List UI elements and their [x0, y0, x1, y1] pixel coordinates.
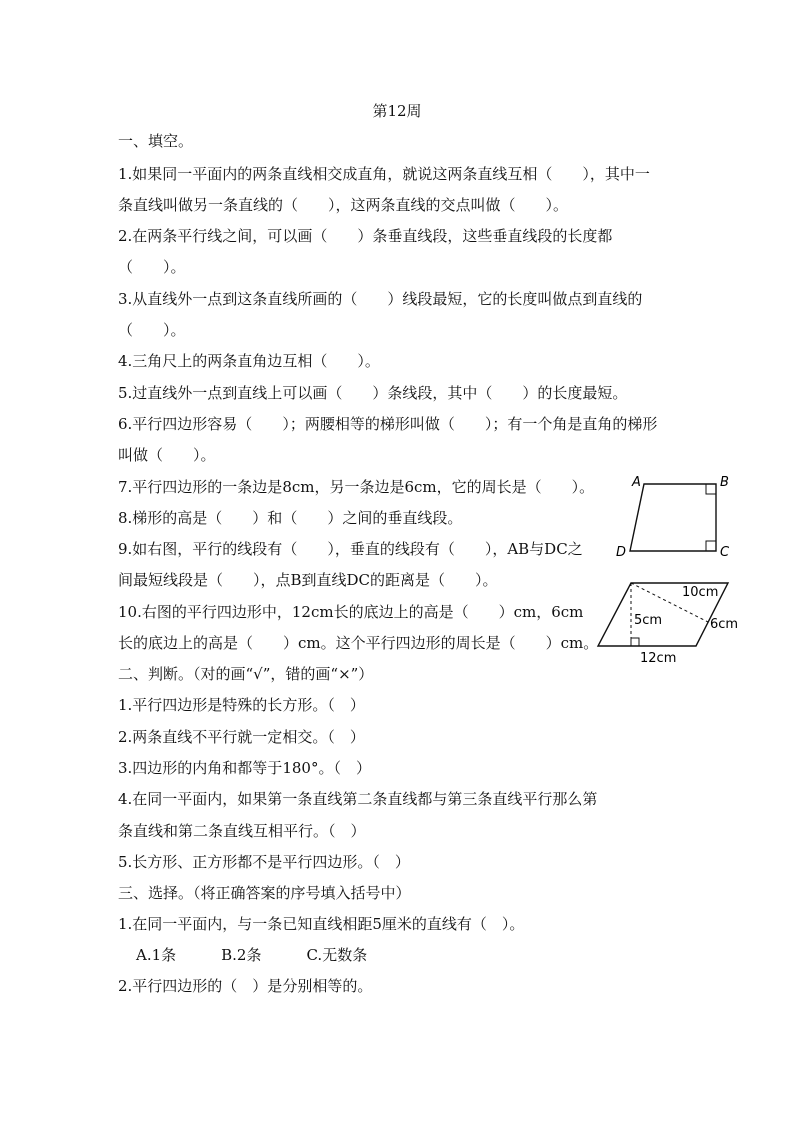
question-line: 9.如右图，平行的线段有（ ），垂直的线段有（ ），AB与DC之 [118, 540, 583, 558]
label-b: B [720, 475, 729, 490]
choice-options: A.1条 B.2条 C.无数条 [136, 946, 368, 964]
trapezoid-shape [630, 484, 716, 551]
right-angle-mark-b [706, 484, 716, 494]
question-line: 1.在同一平面内，与一条已知直线相距5厘米的直线有（ ）。 [118, 915, 525, 933]
question-line: 5.过直线外一点到直线上可以画（ ）条线段，其中（ ）的长度最短。 [118, 384, 628, 402]
question-line: 1.如果同一平面内的两条直线相交成直角，就说这两条直线互相（ ），其中一 [118, 165, 650, 183]
question-line: 间最短线段是（ ），点B到直线DC的距离是（ ）。 [118, 571, 498, 589]
question-line: 2.两条直线不平行就一定相交。（ ） [118, 728, 365, 746]
label-d: D [616, 545, 627, 560]
right-angle-mark-c [706, 541, 716, 551]
question-line: 10.右图的平行四边形中，12cm长的底边上的高是（ ）cm，6cm [118, 603, 584, 621]
label-6cm: 6cm [710, 617, 739, 632]
question-line: 3.四边形的内角和都等于180°。（ ） [118, 759, 371, 777]
question-line: 长的底边上的高是（ ）cm。这个平行四边形的周长是（ ）cm。 [118, 634, 599, 652]
question-line: 叫做（ ）。 [118, 446, 216, 464]
section-heading-multiple-choice: 三、选择。（将正确答案的序号填入括号中） [118, 884, 411, 902]
right-angle-mark [631, 638, 639, 646]
section-heading-fill-blank: 一、填空。 [118, 132, 194, 150]
label-5cm: 5cm [634, 613, 663, 628]
question-line: 8.梯形的高是（ ）和（ ）之间的垂直线段。 [118, 509, 463, 527]
trapezoid-figure [612, 470, 740, 566]
question-line: 3.从直线外一点到这条直线所画的（ ）线段最短，它的长度叫做点到直线的 [118, 290, 643, 308]
question-line: 4.在同一平面内，如果第一条直线第二条直线都与第三条直线平行那么第 [118, 790, 598, 808]
label-c: C [720, 545, 730, 560]
question-line: 1.平行四边形是特殊的长方形。（ ） [118, 696, 365, 714]
question-line: 条直线叫做另一条直线的（ ），这两条直线的交点叫做（ ）。 [118, 196, 569, 214]
parallelogram-figure [590, 574, 750, 670]
label-a: A [632, 475, 641, 490]
question-line: 条直线和第二条直线互相平行。（ ） [118, 822, 366, 840]
question-line: 4.三角尺上的两条直角边互相（ ）。 [118, 352, 380, 370]
question-line: 6.平行四边形容易（ ）；两腰相等的梯形叫做（ ）；有一个角是直角的梯形 [118, 415, 658, 433]
question-line: 7.平行四边形的一条边是8cm，另一条边是6cm，它的周长是（ ）。 [118, 478, 595, 496]
section-heading-true-false: 二、判断。（对的画“√”，错的画“×”） [118, 665, 374, 683]
page-title: 第12周 [372, 102, 422, 120]
question-line: 5.长方形、正方形都不是平行四边形。（ ） [118, 853, 410, 871]
question-line: 2.在两条平行线之间，可以画（ ）条垂直线段，这些垂直线段的长度都 [118, 227, 613, 245]
label-10cm: 10cm [682, 585, 719, 600]
label-12cm: 12cm [640, 651, 677, 666]
question-line: （ ）。 [118, 258, 186, 276]
question-line: 2.平行四边形的（ ）是分别相等的。 [118, 977, 373, 995]
question-line: （ ）。 [118, 321, 186, 339]
